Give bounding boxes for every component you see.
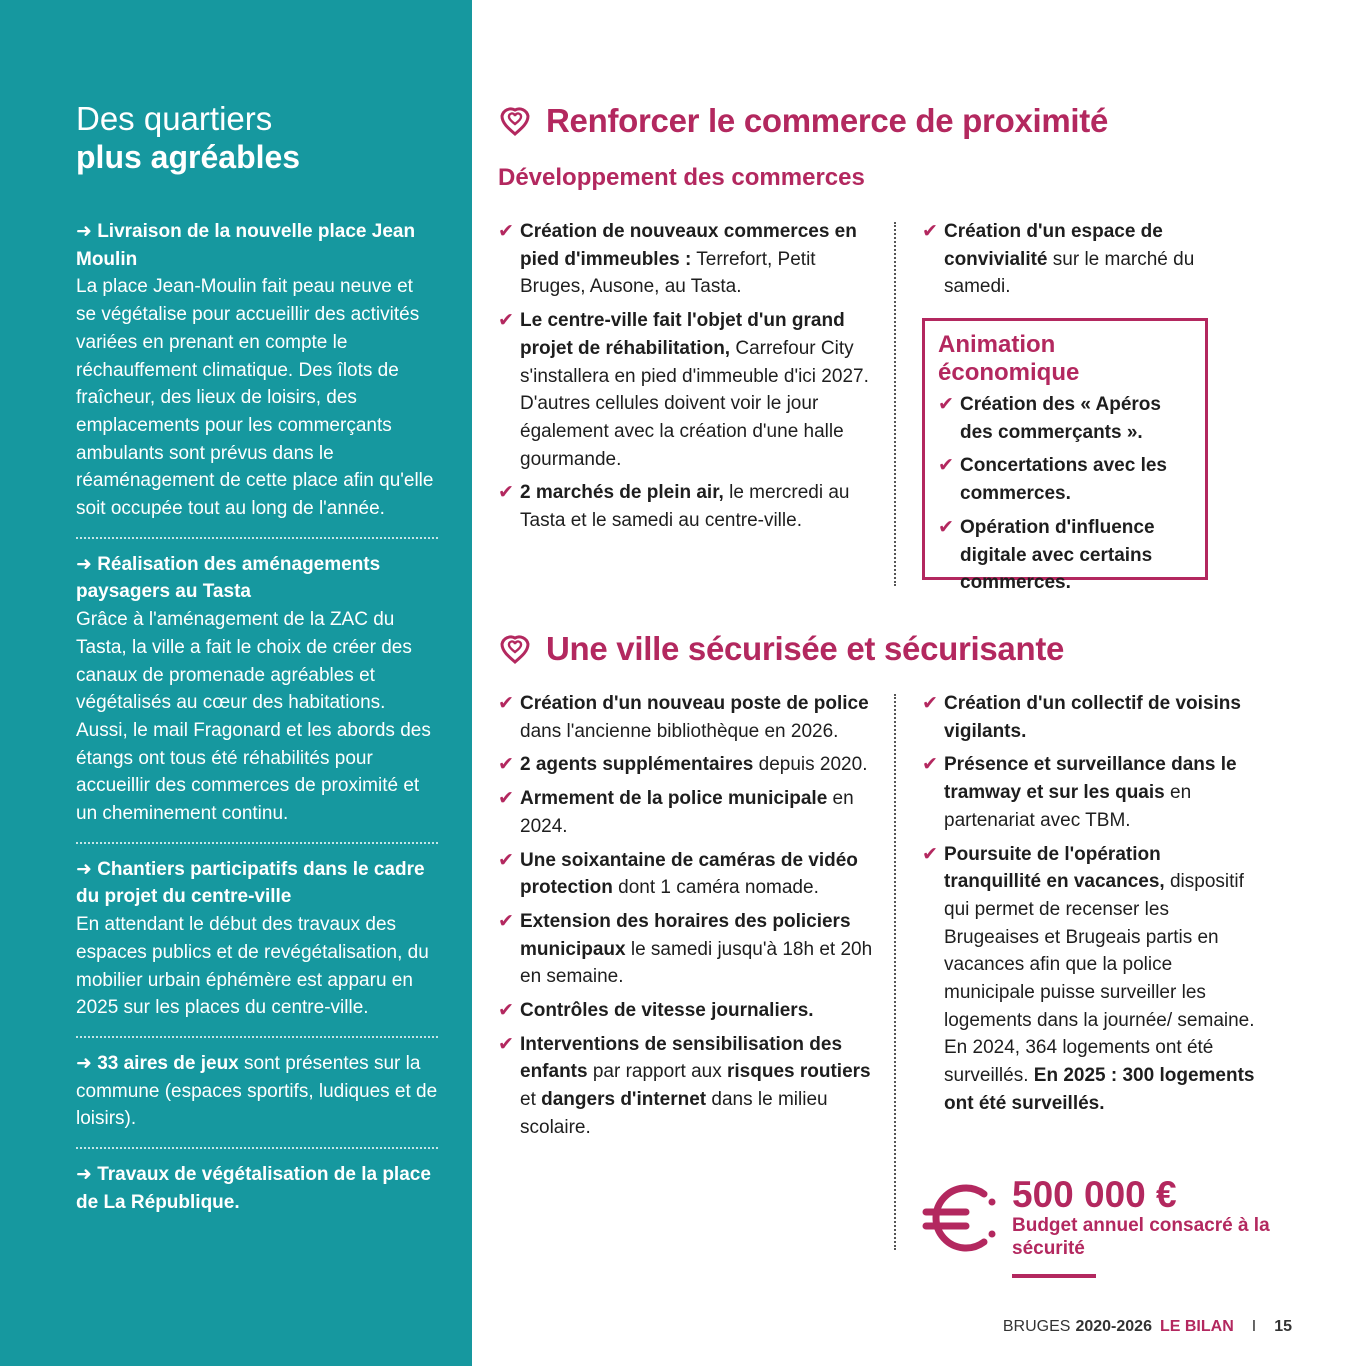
section-subtitle: Développement des commerces	[498, 164, 865, 191]
list-item: ✔ Concertations avec les commerces.	[938, 452, 1193, 507]
main-content	[472, 0, 1366, 1366]
sidebar-item	[76, 1036, 438, 1147]
sidebar-item-text: Grâce à l'aménagement de la ZAC du Tasta, la ville a fait le choix de créer des canaux de promenade agréables et végétalisés au cœur des habitations. Aussi, le mail Fragonard et les abords des étangs ont tous été réhabilités pour accueillir des commerces de proximité et un cheminement continu.	[76, 609, 431, 825]
footer-label: LE BILAN	[1159, 1318, 1234, 1335]
checkmark-icon: ✔	[498, 1033, 514, 1055]
checkmark-icon: ✔	[938, 394, 954, 415]
list-item: ✔ 2 marchés de plein air, le mercredi au Tasta et le samedi au centre-ville.	[498, 479, 882, 534]
column-divider	[894, 222, 896, 586]
footer-separator: I	[1251, 1318, 1257, 1335]
arrow-right-icon: ➜	[76, 858, 92, 880]
column-divider	[894, 694, 896, 1250]
section1-right-column	[922, 218, 1242, 307]
list-item: ✔ Présence et surveillance dans le tramway et sur les quais en partenariat avec TBM.	[922, 751, 1262, 834]
arrow-right-icon: ➜	[76, 1052, 92, 1074]
list-item: ✔ Interventions de sensibilisation des enfants par rapport aux risques routiers et dangers d'internet dans le milieu scolaire.	[498, 1031, 882, 1142]
section-title: Une ville sécurisée et sécurisante	[498, 630, 1064, 668]
list-item: ✔ Armement de la police municipale en 2024.	[498, 785, 882, 840]
list-item: ✔ Création d'un espace de convivialité sur le marché du samedi.	[922, 218, 1242, 301]
checkmark-icon: ✔	[498, 849, 514, 871]
checkmark-icon: ✔	[922, 843, 938, 865]
checkmark-icon: ✔	[922, 693, 938, 714]
list-item: ✔ Création de nouveaux commerces en pied d'immeubles : Terrefort, Petit Bruges, Ausone, au Tasta.	[498, 218, 882, 301]
sidebar-item-text: En attendant le début des travaux des espaces publics et de revégétalisation, du mobilier urbain éphémère est apparu en 2025 sur les places du centre-ville.	[76, 914, 429, 1019]
checkmark-icon: ✔	[498, 1000, 514, 1022]
checkmark-icon: ✔	[498, 754, 514, 776]
sidebar-item-text: sont présentes sur la commune (espaces sportifs, ludiques et de loisirs).	[76, 1052, 438, 1130]
footer-years: 2020-2026	[1075, 1318, 1152, 1335]
section-title: Renforcer le commerce de proximité	[498, 102, 1108, 140]
page-number: 15	[1274, 1318, 1292, 1335]
budget-callout	[922, 1172, 1270, 1282]
budget-amount: 500 000 €	[1012, 1174, 1177, 1215]
list-item: ✔ Une soixantaine de caméras de vidéo protection dont 1 caméra nomade.	[498, 847, 882, 902]
sidebar-list	[76, 216, 438, 1231]
list-item: ✔ Poursuite de l'opération tranquillité en vacances, dispositif qui permet de recenser les Brugeaises et Brugeais partis en vacances afin que la police municipale puisse surveiller les logements dans la journée/ semaine. En 2024, 364 logements ont été surveillés. En 2025 : 300 logements ont été surveillés.	[922, 841, 1262, 1118]
list-item: ✔ Le centre-ville fait l'objet d'un grand projet de réhabilitation, Carrefour City s'installera en pied d'immeuble d'ici 2027. D'autres cellules doivent voir le jour également avec la création d'une halle gourmande.	[498, 307, 882, 473]
sidebar-item	[76, 216, 438, 537]
list-item: ✔ Contrôles de vitesse journaliers.	[498, 997, 882, 1025]
checkmark-icon: ✔	[498, 693, 514, 714]
sidebar-item-heading: Travaux de végétalisation de la place de La République.	[76, 1164, 431, 1213]
animation-box	[922, 318, 1208, 594]
sidebar-title: Des quartiers plus agréables	[76, 100, 301, 175]
euro-icon	[922, 1178, 1002, 1258]
checkmark-icon: ✔	[938, 455, 954, 477]
location-heart-icon	[498, 632, 532, 666]
list-item: ✔ Création d'un collectif de voisins vigilants.	[922, 690, 1262, 745]
location-heart-icon	[498, 104, 532, 138]
checkmark-icon: ✔	[498, 910, 514, 932]
arrow-right-icon: ➜	[76, 1164, 92, 1186]
footer-brand: BRUGES	[1002, 1318, 1071, 1335]
budget-label: Budget annuel consacré à la sécurité	[1012, 1215, 1270, 1259]
arrow-right-icon: ➜	[76, 221, 92, 242]
list-item: ✔ Opération d'influence digitale avec certains commerces.	[938, 514, 1193, 597]
checkmark-icon: ✔	[498, 788, 514, 810]
sidebar	[0, 0, 472, 1366]
sidebar-item-heading: Livraison de la nouvelle place Jean Moulin	[76, 221, 416, 270]
checkmark-icon: ✔	[922, 221, 938, 242]
sidebar-item-bold: 33 aires de jeux	[97, 1052, 239, 1074]
sidebar-item	[76, 537, 438, 842]
sidebar-item-heading: Réalisation des aménagements paysagers au Tasta	[76, 553, 381, 603]
sidebar-item-heading: Chantiers participatifs dans le cadre du projet du centre-ville	[76, 858, 425, 908]
arrow-right-icon: ➜	[76, 553, 92, 575]
list-item: ✔ Création d'un nouveau poste de police dans l'ancienne bibliothèque en 2026.	[498, 690, 882, 745]
section2-left-column	[498, 690, 882, 1148]
budget-underline	[1012, 1274, 1096, 1278]
box-title: Animation économique	[938, 331, 1080, 386]
checkmark-icon: ✔	[498, 310, 514, 332]
checkmark-icon: ✔	[938, 516, 954, 538]
list-item: ✔ Extension des horaires des policiers municipaux le samedi jusqu'à 18h et 20h en semaine.	[498, 908, 882, 991]
page-footer	[1003, 1318, 1292, 1336]
list-item: ✔ 2 agents supplémentaires depuis 2020.	[498, 751, 882, 779]
checkmark-icon: ✔	[498, 482, 514, 504]
section1-left-column	[498, 218, 882, 541]
checkmark-icon: ✔	[498, 221, 514, 242]
sidebar-item	[76, 842, 438, 1036]
section2-right-column	[922, 690, 1262, 1124]
sidebar-item	[76, 1147, 438, 1230]
checkmark-icon: ✔	[922, 754, 938, 776]
sidebar-item-text: La place Jean-Moulin fait peau neuve et se végétalise pour accueillir des activités variées en prenant en compte le réchauffement climatique. Des îlots de fraîcheur, des lieux de loisirs, des emplacements pour les commerçants ambulants sont prévus dans le réaménagement de cette place afin qu'elle soit occupée tout au long de l'année.	[76, 276, 434, 520]
list-item: ✔ Création des « Apéros des commerçants ».	[938, 391, 1193, 446]
